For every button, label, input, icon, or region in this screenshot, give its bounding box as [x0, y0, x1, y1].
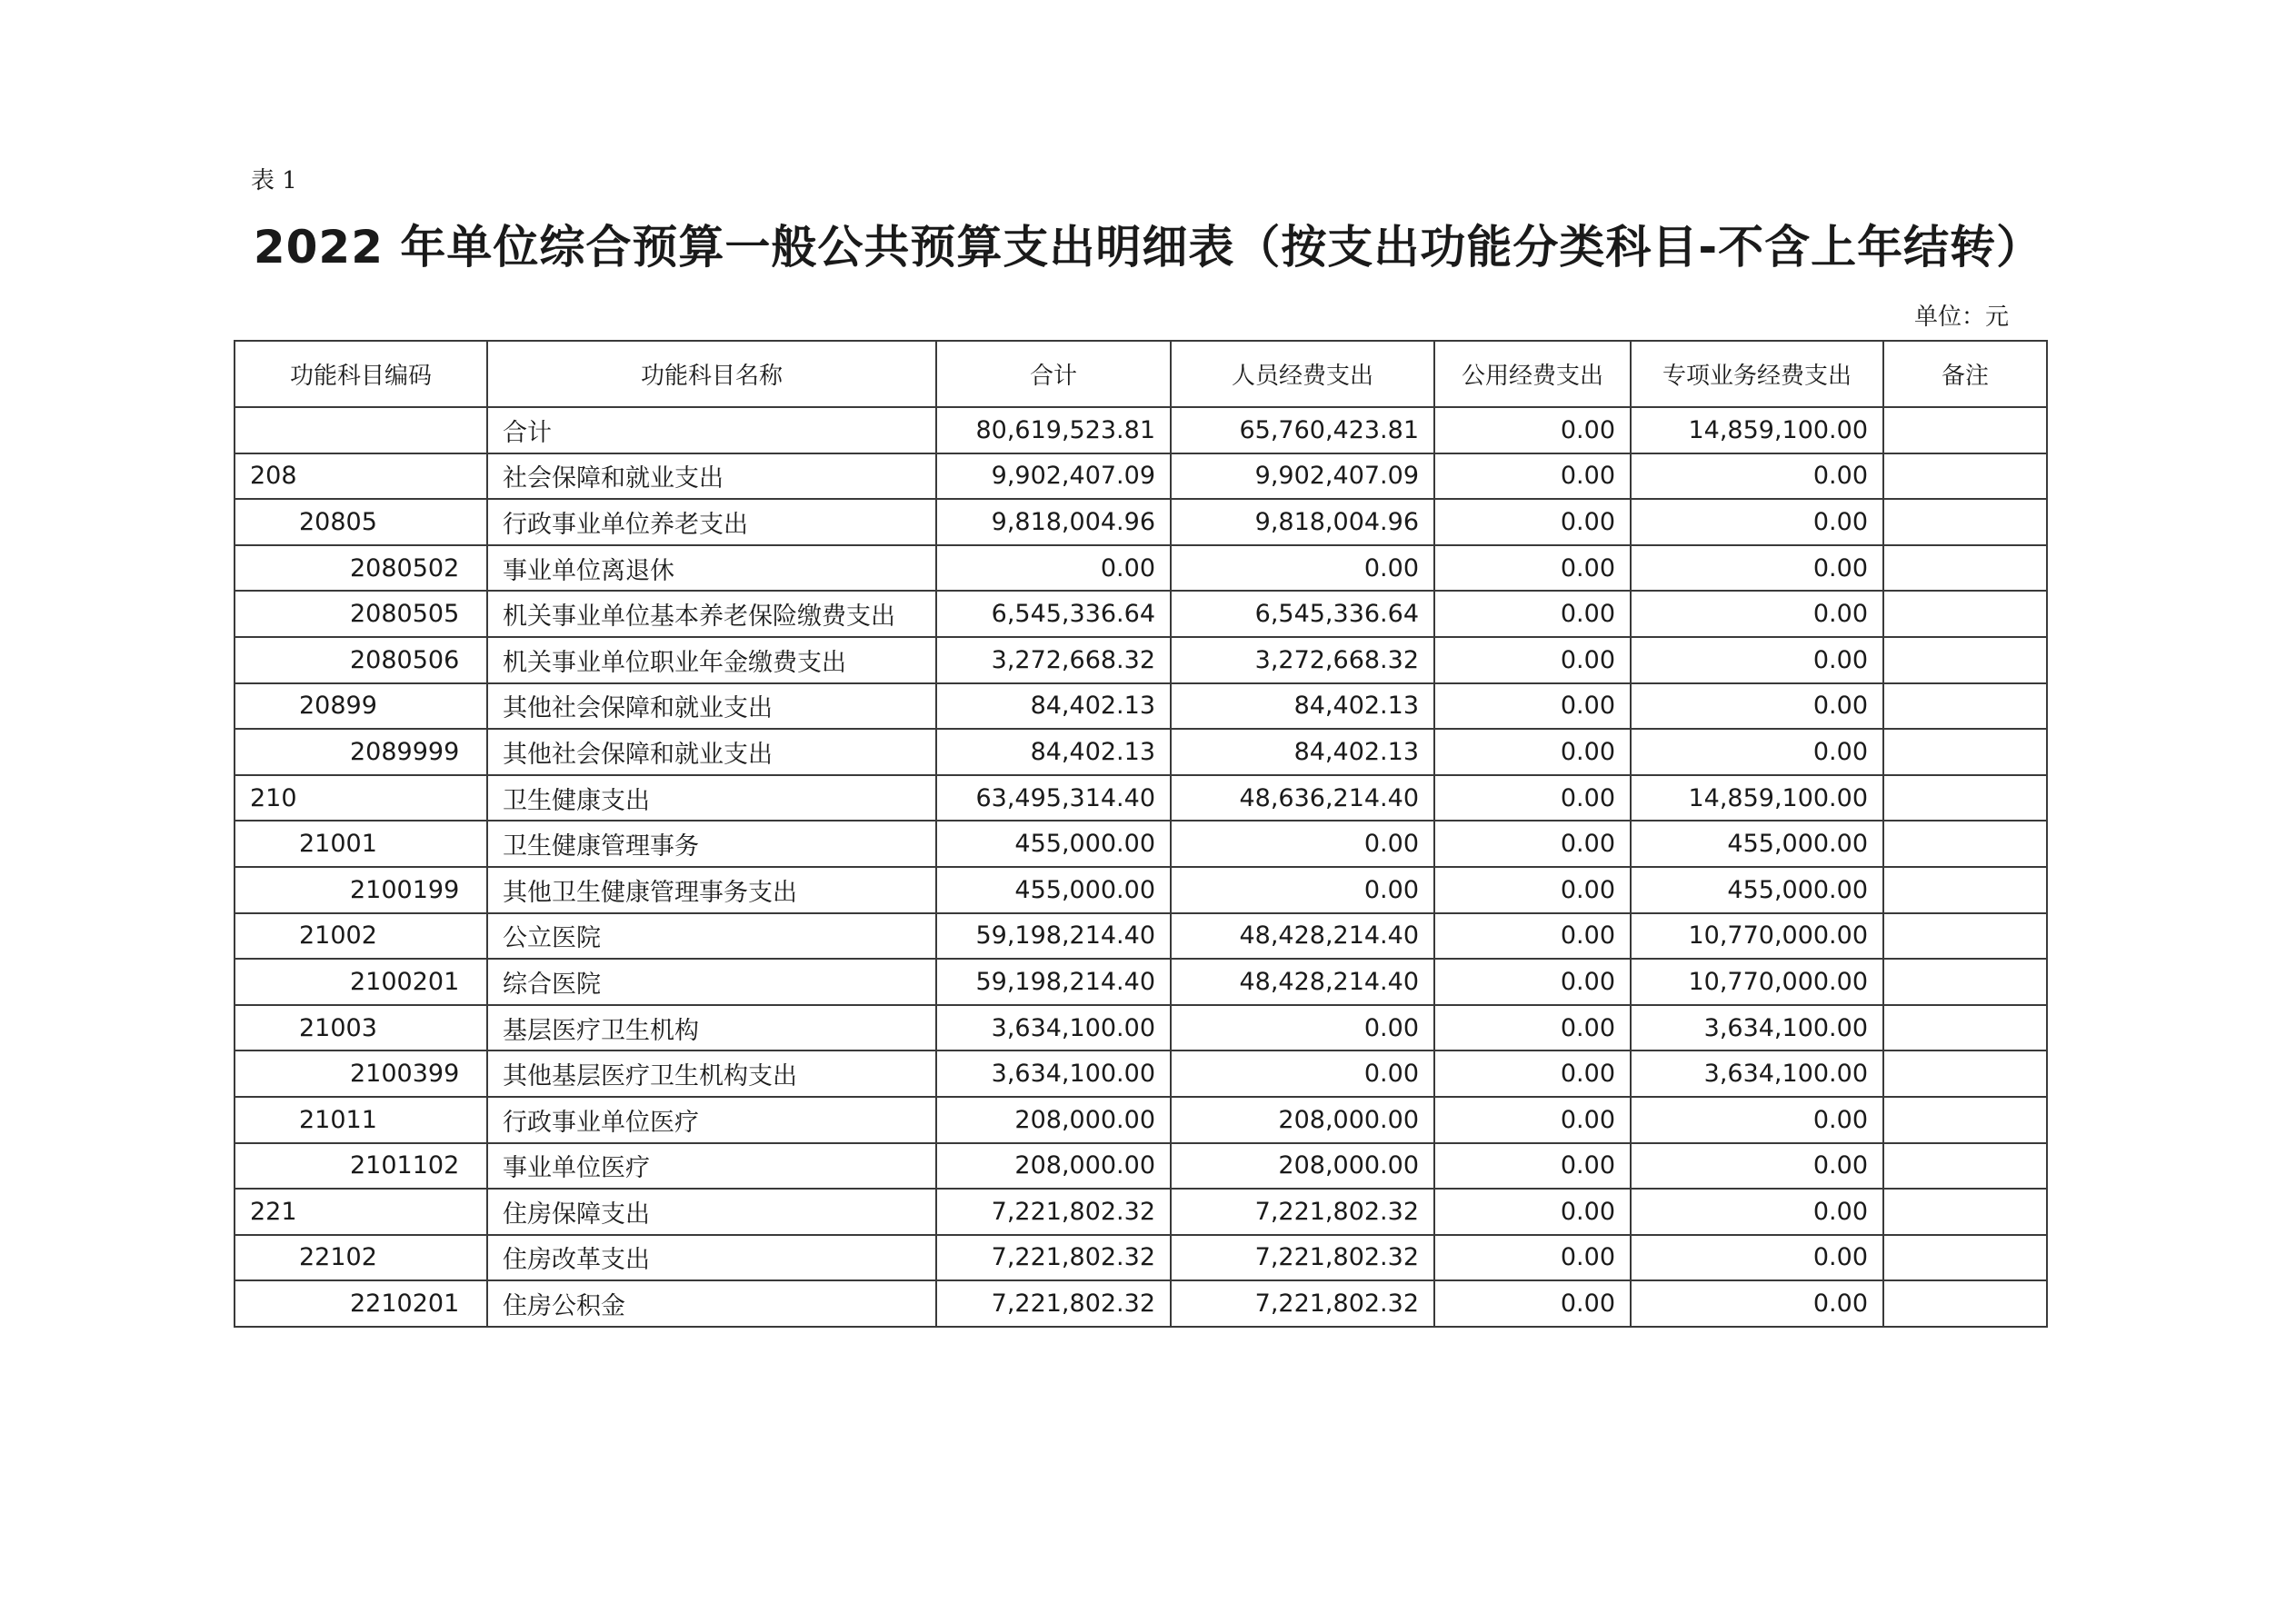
cell-code: 2080502 — [235, 545, 487, 592]
cell-code: 2100199 — [235, 867, 487, 913]
column-header-note: 备注 — [1883, 341, 2047, 407]
cell-name: 卫生健康管理事务 — [487, 821, 936, 867]
table-row — [235, 775, 2047, 821]
cell-public: 0.00 — [1434, 1235, 1631, 1281]
cell-code: 20805 — [235, 499, 487, 545]
table-header-row — [235, 341, 2047, 407]
cell-note — [1883, 821, 2047, 867]
column-header-code: 功能科目编码 — [235, 341, 487, 407]
table-row — [235, 499, 2047, 545]
cell-code: 20899 — [235, 683, 487, 730]
cell-name: 基层医疗卫生机构 — [487, 1005, 936, 1051]
cell-public: 0.00 — [1434, 591, 1631, 637]
cell-name: 社会保障和就业支出 — [487, 453, 936, 500]
cell-name: 卫生健康支出 — [487, 775, 936, 821]
cell-public: 0.00 — [1434, 867, 1631, 913]
cell-personnel: 0.00 — [1171, 867, 1434, 913]
cell-total: 7,221,802.32 — [936, 1280, 1171, 1327]
table-row — [235, 1097, 2047, 1143]
table-row — [235, 1050, 2047, 1097]
cell-public: 0.00 — [1434, 499, 1631, 545]
cell-total: 6,545,336.64 — [936, 591, 1171, 637]
cell-public: 0.00 — [1434, 1189, 1631, 1235]
cell-total: 84,402.13 — [936, 729, 1171, 775]
cell-code: 21001 — [235, 821, 487, 867]
cell-code: 21003 — [235, 1005, 487, 1051]
cell-name: 机关事业单位基本养老保险缴费支出 — [487, 591, 936, 637]
cell-note — [1883, 1050, 2047, 1097]
cell-personnel: 7,221,802.32 — [1171, 1235, 1434, 1281]
cell-note — [1883, 1189, 2047, 1235]
cell-personnel: 208,000.00 — [1171, 1143, 1434, 1190]
cell-name: 公立医院 — [487, 913, 936, 960]
column-header-public: 公用经费支出 — [1434, 341, 1631, 407]
cell-special: 455,000.00 — [1631, 867, 1883, 913]
cell-personnel: 48,428,214.40 — [1171, 913, 1434, 960]
cell-note — [1883, 591, 2047, 637]
cell-total: 3,634,100.00 — [936, 1005, 1171, 1051]
cell-personnel: 9,818,004.96 — [1171, 499, 1434, 545]
cell-public: 0.00 — [1434, 545, 1631, 592]
cell-note — [1883, 1235, 2047, 1281]
table-row — [235, 591, 2047, 637]
cell-total: 0.00 — [936, 545, 1171, 592]
table-row — [235, 729, 2047, 775]
cell-public: 0.00 — [1434, 637, 1631, 683]
table-row — [235, 867, 2047, 913]
table-row — [235, 683, 2047, 730]
cell-personnel: 65,760,423.81 — [1171, 407, 1434, 453]
cell-public: 0.00 — [1434, 453, 1631, 500]
cell-name: 合计 — [487, 407, 936, 453]
cell-name: 事业单位医疗 — [487, 1143, 936, 1190]
cell-note — [1883, 959, 2047, 1005]
cell-personnel: 3,272,668.32 — [1171, 637, 1434, 683]
table-row — [235, 637, 2047, 683]
cell-special: 0.00 — [1631, 637, 1883, 683]
page-title: 2022 年单位综合预算一般公共预算支出明细表（按支出功能分类科目-不含上年结转） — [253, 221, 2043, 274]
cell-total: 208,000.00 — [936, 1097, 1171, 1143]
cell-public: 0.00 — [1434, 1050, 1631, 1097]
cell-public: 0.00 — [1434, 913, 1631, 960]
cell-special: 455,000.00 — [1631, 821, 1883, 867]
cell-total: 208,000.00 — [936, 1143, 1171, 1190]
cell-public: 0.00 — [1434, 683, 1631, 730]
cell-public: 0.00 — [1434, 1097, 1631, 1143]
table-label: 表 1 — [251, 167, 297, 194]
cell-note — [1883, 1005, 2047, 1051]
table-row — [235, 1143, 2047, 1190]
cell-personnel: 208,000.00 — [1171, 1097, 1434, 1143]
cell-note — [1883, 683, 2047, 730]
cell-special: 0.00 — [1631, 499, 1883, 545]
table-row — [235, 913, 2047, 960]
cell-special: 10,770,000.00 — [1631, 959, 1883, 1005]
cell-special: 0.00 — [1631, 1143, 1883, 1190]
cell-public: 0.00 — [1434, 959, 1631, 1005]
unit-label: 单位：元 — [1913, 304, 2009, 331]
column-header-special: 专项业务经费支出 — [1631, 341, 1883, 407]
table-row — [235, 1235, 2047, 1281]
cell-special: 0.00 — [1631, 1280, 1883, 1327]
cell-total: 9,818,004.96 — [936, 499, 1171, 545]
cell-note — [1883, 1280, 2047, 1327]
table-row — [235, 959, 2047, 1005]
cell-name: 行政事业单位医疗 — [487, 1097, 936, 1143]
column-header-total: 合计 — [936, 341, 1171, 407]
table-row — [235, 545, 2047, 592]
cell-special: 0.00 — [1631, 591, 1883, 637]
cell-name: 事业单位离退休 — [487, 545, 936, 592]
table-body — [235, 407, 2047, 1327]
cell-code: 2210201 — [235, 1280, 487, 1327]
table-row — [235, 1005, 2047, 1051]
cell-name: 住房保障支出 — [487, 1189, 936, 1235]
cell-note — [1883, 453, 2047, 500]
cell-special: 0.00 — [1631, 729, 1883, 775]
cell-special: 10,770,000.00 — [1631, 913, 1883, 960]
cell-personnel: 0.00 — [1171, 545, 1434, 592]
cell-code: 2080505 — [235, 591, 487, 637]
cell-personnel: 9,902,407.09 — [1171, 453, 1434, 500]
table-row — [235, 821, 2047, 867]
cell-note — [1883, 637, 2047, 683]
cell-code: 2089999 — [235, 729, 487, 775]
cell-personnel: 0.00 — [1171, 1050, 1434, 1097]
cell-name: 其他社会保障和就业支出 — [487, 729, 936, 775]
cell-special: 3,634,100.00 — [1631, 1050, 1883, 1097]
cell-special: 0.00 — [1631, 545, 1883, 592]
cell-personnel: 0.00 — [1171, 821, 1434, 867]
cell-personnel: 84,402.13 — [1171, 729, 1434, 775]
cell-total: 7,221,802.32 — [936, 1189, 1171, 1235]
cell-personnel: 7,221,802.32 — [1171, 1189, 1434, 1235]
cell-note — [1883, 913, 2047, 960]
cell-name: 其他卫生健康管理事务支出 — [487, 867, 936, 913]
cell-note — [1883, 775, 2047, 821]
cell-total: 59,198,214.40 — [936, 959, 1171, 1005]
cell-total: 9,902,407.09 — [936, 453, 1171, 500]
table-row — [235, 407, 2047, 453]
cell-code: 221 — [235, 1189, 487, 1235]
cell-note — [1883, 407, 2047, 453]
cell-code: 2100399 — [235, 1050, 487, 1097]
cell-note — [1883, 867, 2047, 913]
cell-special: 14,859,100.00 — [1631, 775, 1883, 821]
cell-special: 0.00 — [1631, 683, 1883, 730]
budget-table — [234, 340, 2048, 1328]
cell-personnel: 48,636,214.40 — [1171, 775, 1434, 821]
cell-special: 0.00 — [1631, 453, 1883, 500]
cell-public: 0.00 — [1434, 821, 1631, 867]
column-header-name: 功能科目名称 — [487, 341, 936, 407]
column-header-personnel: 人员经费支出 — [1171, 341, 1434, 407]
cell-public: 0.00 — [1434, 1005, 1631, 1051]
cell-note — [1883, 1143, 2047, 1190]
cell-note — [1883, 729, 2047, 775]
cell-note — [1883, 499, 2047, 545]
cell-code: 21002 — [235, 913, 487, 960]
cell-code — [235, 407, 487, 453]
cell-code: 21011 — [235, 1097, 487, 1143]
cell-name: 住房改革支出 — [487, 1235, 936, 1281]
cell-name: 机关事业单位职业年金缴费支出 — [487, 637, 936, 683]
cell-code: 22102 — [235, 1235, 487, 1281]
cell-public: 0.00 — [1434, 775, 1631, 821]
cell-special: 0.00 — [1631, 1235, 1883, 1281]
cell-total: 84,402.13 — [936, 683, 1171, 730]
table-row — [235, 453, 2047, 500]
cell-special: 3,634,100.00 — [1631, 1005, 1883, 1051]
cell-special: 0.00 — [1631, 1189, 1883, 1235]
cell-total: 7,221,802.32 — [936, 1235, 1171, 1281]
cell-name: 其他社会保障和就业支出 — [487, 683, 936, 730]
cell-name: 行政事业单位养老支出 — [487, 499, 936, 545]
cell-personnel: 48,428,214.40 — [1171, 959, 1434, 1005]
cell-total: 80,619,523.81 — [936, 407, 1171, 453]
table-row — [235, 1280, 2047, 1327]
cell-total: 455,000.00 — [936, 867, 1171, 913]
cell-note — [1883, 1097, 2047, 1143]
cell-total: 59,198,214.40 — [936, 913, 1171, 960]
cell-name: 住房公积金 — [487, 1280, 936, 1327]
cell-code: 210 — [235, 775, 487, 821]
cell-name: 综合医院 — [487, 959, 936, 1005]
cell-personnel: 6,545,336.64 — [1171, 591, 1434, 637]
cell-code: 2101102 — [235, 1143, 487, 1190]
cell-public: 0.00 — [1434, 1280, 1631, 1327]
cell-code: 208 — [235, 453, 487, 500]
cell-public: 0.00 — [1434, 729, 1631, 775]
cell-personnel: 84,402.13 — [1171, 683, 1434, 730]
cell-total: 63,495,314.40 — [936, 775, 1171, 821]
cell-special: 0.00 — [1631, 1097, 1883, 1143]
cell-total: 3,634,100.00 — [936, 1050, 1171, 1097]
cell-code: 2080506 — [235, 637, 487, 683]
cell-note — [1883, 545, 2047, 592]
cell-public: 0.00 — [1434, 1143, 1631, 1190]
cell-total: 3,272,668.32 — [936, 637, 1171, 683]
cell-public: 0.00 — [1434, 407, 1631, 453]
cell-personnel: 7,221,802.32 — [1171, 1280, 1434, 1327]
cell-code: 2100201 — [235, 959, 487, 1005]
cell-name: 其他基层医疗卫生机构支出 — [487, 1050, 936, 1097]
cell-special: 14,859,100.00 — [1631, 407, 1883, 453]
cell-personnel: 0.00 — [1171, 1005, 1434, 1051]
table-row — [235, 1189, 2047, 1235]
cell-total: 455,000.00 — [936, 821, 1171, 867]
